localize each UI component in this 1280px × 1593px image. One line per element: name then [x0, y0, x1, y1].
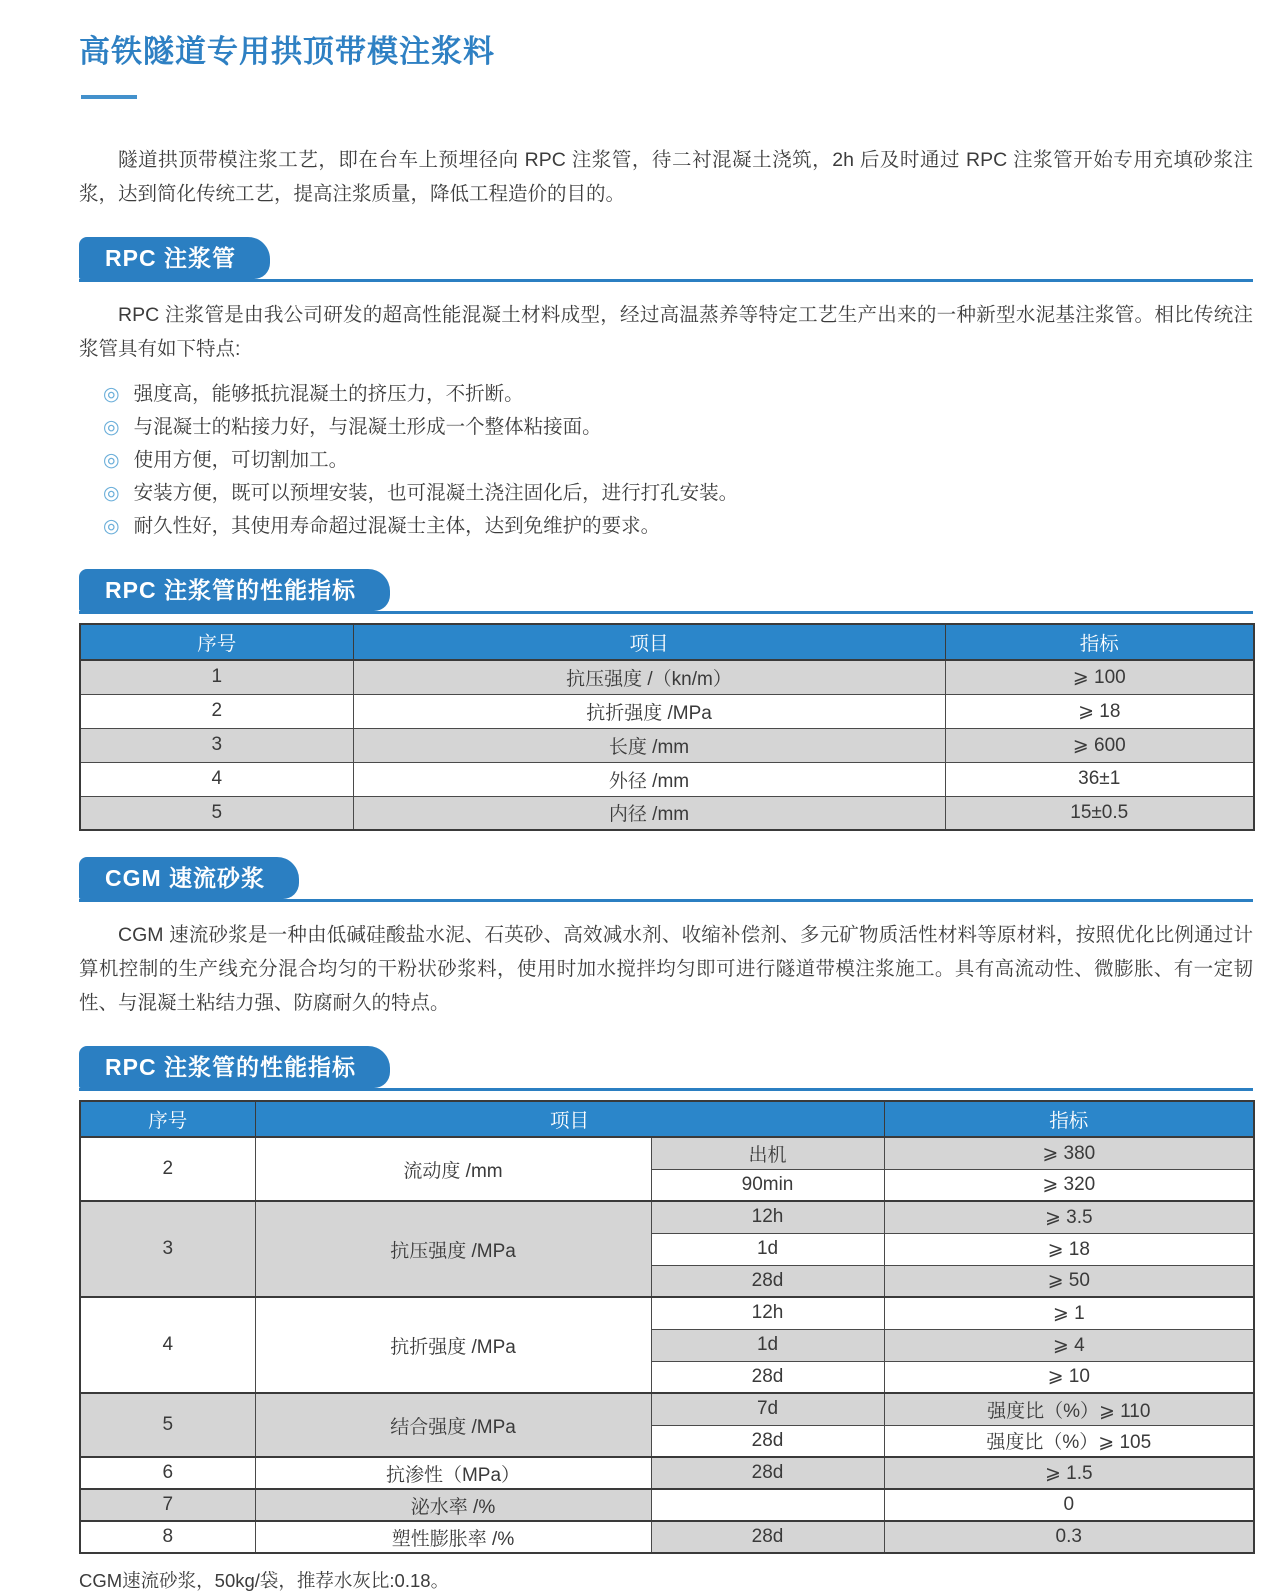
cell-no: 5: [80, 796, 353, 830]
cell-item: 外径 /mm: [353, 762, 945, 796]
cell-no: 5: [80, 1393, 255, 1457]
feature-text: 使用方便，可切割加工。: [133, 449, 349, 471]
feature-item: [103, 477, 1253, 510]
table-row: [80, 1137, 1254, 1169]
feature-item: [103, 411, 1253, 444]
cell-condition: 90min: [651, 1169, 884, 1201]
feature-item: [103, 378, 1253, 411]
column-header-item: 项目: [255, 1101, 884, 1137]
ring-bullet-icon: ◎: [103, 516, 120, 537]
table-row: [80, 728, 1254, 762]
ring-bullet-icon: ◎: [103, 417, 120, 438]
cell-item: 抗渗性（MPa）: [255, 1457, 651, 1489]
cell-item: 塑性膨胀率 /%: [255, 1521, 651, 1553]
cell-condition: 12h: [651, 1201, 884, 1233]
title-underline: [81, 95, 137, 99]
feature-item: [103, 444, 1253, 477]
rpc-features-list: [103, 378, 1253, 543]
feature-item: [103, 510, 1253, 543]
cell-item: 抗折强度 /MPa: [353, 694, 945, 728]
table-row: [80, 1521, 1254, 1553]
cell-no: 2: [80, 694, 353, 728]
table-row: [80, 660, 1254, 694]
cgm-performance-table: [79, 1100, 1255, 1554]
page-title: 高铁隧道专用拱顶带模注浆料: [79, 34, 495, 69]
cell-value: ⩾ 3.5: [884, 1201, 1254, 1233]
cell-value: 0: [884, 1489, 1254, 1521]
cell-value: ⩾ 600: [945, 728, 1254, 762]
rpc-description: RPC 注浆管是由我公司研发的超高性能混凝土材料成型，经过高温蒸养等特定工艺生产出来的一种新型水泥基注浆管。相比传统注浆管具有如下特点:: [79, 304, 1253, 360]
table-header-row: [80, 624, 1254, 660]
table-row: [80, 1201, 1254, 1233]
feature-text: 耐久性好，其使用寿命超过混凝士主体，达到免维护的要求。: [133, 515, 661, 537]
cgm-table-body: [80, 1137, 1254, 1553]
cell-item: 抗压强度 /（kn/m）: [353, 660, 945, 694]
section-badge-cgm: CGM 速流砂浆: [79, 857, 299, 899]
column-header-value: 指标: [945, 624, 1254, 660]
section-header-cgm: [79, 857, 1253, 902]
cell-condition: 28d: [651, 1521, 884, 1553]
table-row: [80, 1457, 1254, 1489]
section-header-rpc-performance: [79, 569, 1253, 614]
cell-item: 内径 /mm: [353, 796, 945, 830]
document-page: [79, 0, 1253, 1593]
cell-item: 长度 /mm: [353, 728, 945, 762]
cell-value: ⩾ 320: [884, 1169, 1254, 1201]
column-header-item: 项目: [353, 624, 945, 660]
cell-item: 流动度 /mm: [255, 1137, 651, 1201]
cell-value: 36±1: [945, 762, 1254, 796]
feature-text: 与混凝士的粘接力好，与混凝土形成一个整体粘接面。: [133, 416, 602, 438]
table-row: [80, 796, 1254, 830]
cell-value: ⩾ 18: [945, 694, 1254, 728]
table-row: [80, 694, 1254, 728]
cell-no: 4: [80, 762, 353, 796]
cell-item: 泌水率 /%: [255, 1489, 651, 1521]
cell-item: 抗压强度 /MPa: [255, 1201, 651, 1297]
table-row: [80, 1297, 1254, 1329]
column-header-no: 序号: [80, 1101, 255, 1137]
cgm-description: CGM 速流砂浆是一种由低碱硅酸盐水泥、石英砂、高效减水剂、收缩补偿剂、多元矿物质活性材料等原材料，按照优化比例通过计算机控制的生产线充分混合均匀的干粉状砂浆料，使用时加水搅拌均匀即可进行隧道带模注浆施工。具有高流动性、微膨胀、有一定韧性、与混凝土粘结力强、防腐耐久的特点。: [79, 924, 1253, 1014]
cell-condition: 12h: [651, 1297, 884, 1329]
cell-condition: [651, 1489, 884, 1521]
section-badge-rpc: RPC 注浆管: [79, 237, 270, 279]
cell-no: 3: [80, 1201, 255, 1297]
ring-bullet-icon: ◎: [103, 483, 120, 504]
section-header-cgm-performance: [79, 1046, 1253, 1091]
cell-condition: 1d: [651, 1233, 884, 1265]
cell-condition: 28d: [651, 1361, 884, 1393]
rpc-performance-table: [79, 623, 1255, 831]
footer-note: CGM速流砂浆，50kg/袋，推荐水灰比:0.18。: [79, 1570, 450, 1591]
cell-condition: 28d: [651, 1265, 884, 1297]
intro-paragraph: 隧道拱顶带模注浆工艺，即在台车上预埋径向 RPC 注浆管，待二衬混凝土浇筑，2h 后及时通过 RPC 注浆管开始专用充填砂浆注浆，达到简化传统工艺，提高注浆质量，降低工程造价的目的。: [79, 149, 1253, 205]
column-header-value: 指标: [884, 1101, 1254, 1137]
cell-condition: 28d: [651, 1425, 884, 1457]
cell-value: ⩾ 1.5: [884, 1457, 1254, 1489]
table-row: [80, 1393, 1254, 1425]
cell-condition: 出机: [651, 1137, 884, 1169]
cell-value: ⩾ 1: [884, 1297, 1254, 1329]
cell-value: 0.3: [884, 1521, 1254, 1553]
rpc-table-body: [80, 660, 1254, 830]
ring-bullet-icon: ◎: [103, 384, 120, 405]
cell-condition: 7d: [651, 1393, 884, 1425]
table-header-row: [80, 1101, 1254, 1137]
cell-value: ⩾ 10: [884, 1361, 1254, 1393]
ring-bullet-icon: ◎: [103, 450, 120, 471]
feature-text: 安装方便，既可以预埋安装，也可混凝土浇注固化后，进行打孔安装。: [133, 482, 739, 504]
cell-value: ⩾ 18: [884, 1233, 1254, 1265]
table-row: [80, 762, 1254, 796]
cell-item: 抗折强度 /MPa: [255, 1297, 651, 1393]
cell-condition: 1d: [651, 1329, 884, 1361]
feature-text: 强度高，能够抵抗混凝土的挤压力，不折断。: [133, 383, 524, 405]
cell-value: 15±0.5: [945, 796, 1254, 830]
section-badge-rpc-performance: RPC 注浆管的性能指标: [79, 569, 390, 611]
cell-no: 4: [80, 1297, 255, 1393]
cell-no: 1: [80, 660, 353, 694]
cell-value: ⩾ 380: [884, 1137, 1254, 1169]
cell-no: 3: [80, 728, 353, 762]
column-header-no: 序号: [80, 624, 353, 660]
section-badge-cgm-performance: RPC 注浆管的性能指标: [79, 1046, 390, 1088]
cell-no: 8: [80, 1521, 255, 1553]
section-header-rpc: [79, 237, 1253, 282]
cell-no: 6: [80, 1457, 255, 1489]
cell-no: 2: [80, 1137, 255, 1201]
cell-no: 7: [80, 1489, 255, 1521]
cell-item: 结合强度 /MPa: [255, 1393, 651, 1457]
cell-value: 强度比（%）⩾ 105: [884, 1425, 1254, 1457]
table-row: [80, 1489, 1254, 1521]
cell-value: ⩾ 4: [884, 1329, 1254, 1361]
cell-value: ⩾ 100: [945, 660, 1254, 694]
cell-condition: 28d: [651, 1457, 884, 1489]
cell-value: 强度比（%）⩾ 110: [884, 1393, 1254, 1425]
cell-value: ⩾ 50: [884, 1265, 1254, 1297]
